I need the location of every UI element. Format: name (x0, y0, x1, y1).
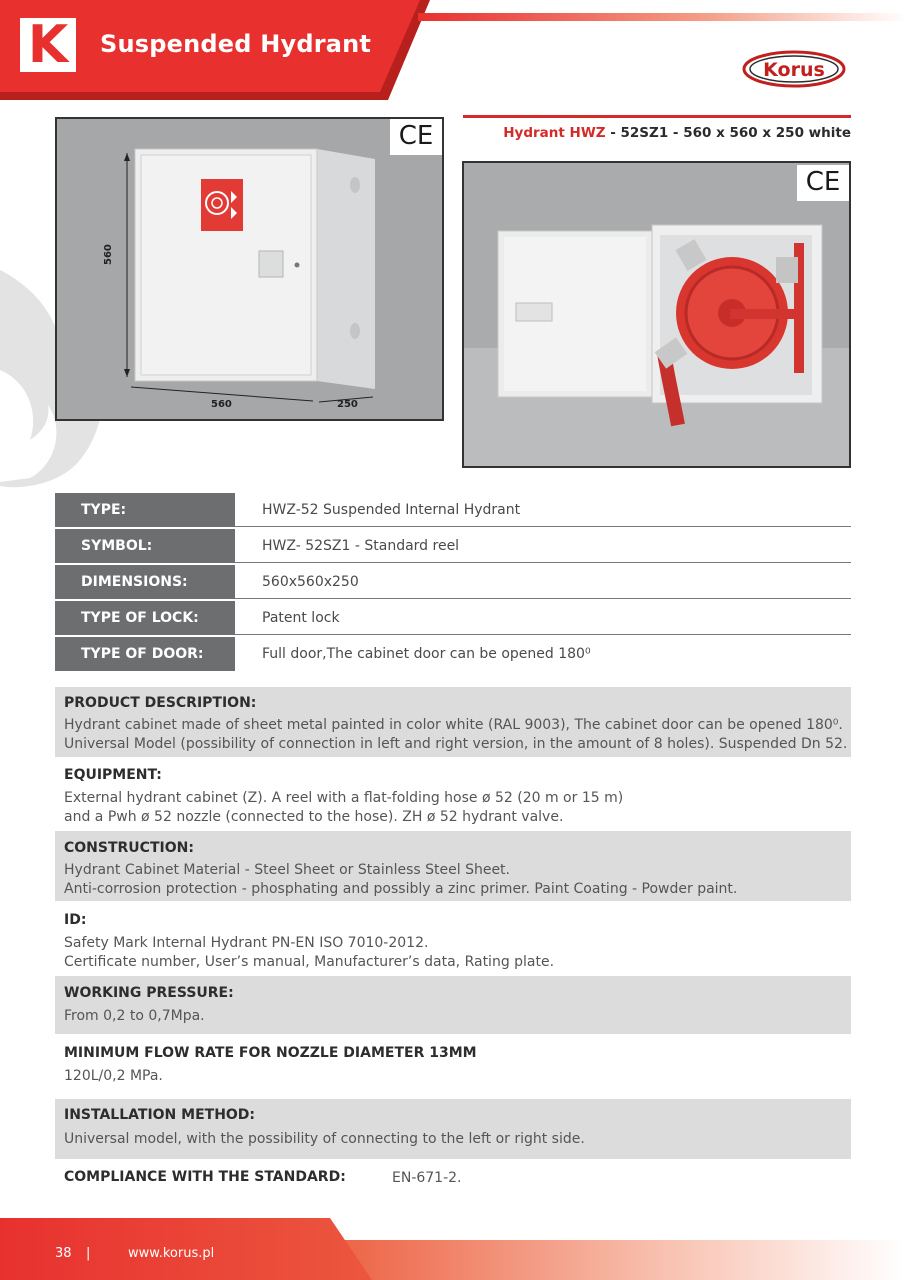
spec-label-lock: TYPE OF LOCK: (55, 601, 235, 635)
dim-depth-label: 250 (337, 399, 358, 410)
spec-value-dimensions: 560x560x250 (262, 574, 359, 590)
korus-logo-text: Korus (763, 59, 825, 81)
spec-label-type: TYPE: (55, 493, 235, 527)
title-rule (463, 115, 851, 118)
product-title-spec: - 52SZ1 - 560 x 560 x 250 white (605, 125, 851, 141)
construction-heading: CONSTRUCTION: (64, 840, 194, 856)
spec-value-lock: Patent lock (262, 610, 340, 626)
description-line: Universal Model (possibility of connection in left and right version, in the amount of 8 holes). Suspended Dn 52. (64, 736, 848, 752)
pressure-heading: WORKING PRESSURE: (64, 985, 234, 1001)
equipment-line: and a Pwh ø 52 nozzle (connected to the hose). ZH ø 52 hydrant valve. (64, 809, 564, 825)
spec-label-dimensions: DIMENSIONS: (55, 565, 235, 599)
spec-value-symbol: HWZ- 52SZ1 - Standard reel (262, 538, 460, 554)
header-accent-strip (418, 13, 906, 21)
korus-logo (742, 50, 846, 88)
spec-value-door: Full door,The cabinet door can be opened 180⁰ (262, 646, 591, 662)
id-heading: ID: (64, 912, 87, 928)
product-title-model: Hydrant HWZ (503, 125, 606, 141)
page-number: 38 (55, 1246, 72, 1261)
spec-label-door: TYPE OF DOOR: (55, 637, 235, 671)
website-link[interactable]: www.korus.pl (128, 1246, 215, 1261)
compliance-heading: COMPLIANCE WITH THE STANDARD: (64, 1169, 346, 1185)
footer-separator: | (86, 1246, 91, 1261)
ce-mark-right: CE (797, 165, 849, 201)
flow-heading: MINIMUM FLOW RATE FOR NOZZLE DIAMETER 13MM (64, 1045, 477, 1061)
installation-line: Universal model, with the possibility of connecting to the left or right side. (64, 1131, 585, 1147)
installation-heading: INSTALLATION METHOD: (64, 1107, 256, 1123)
construction-line: Hydrant Cabinet Material - Steel Sheet or Stainless Steel Sheet. (64, 862, 510, 878)
pressure-line: From 0,2 to 0,7Mpa. (64, 1008, 205, 1024)
cabinet-open-image (462, 161, 851, 468)
brand-logo-icon: K (20, 18, 76, 72)
id-line: Certificate number, User’s manual, Manufacturer’s data, Rating plate. (64, 954, 555, 970)
spec-divider (235, 598, 851, 599)
id-line: Safety Mark Internal Hydrant PN-EN ISO 7010-2012. (64, 935, 429, 951)
cabinet-closed-image (55, 117, 444, 421)
compliance-value: EN-671-2. (392, 1170, 462, 1186)
equipment-heading: EQUIPMENT: (64, 767, 162, 783)
description-heading: PRODUCT DESCRIPTION: (64, 695, 257, 711)
spec-value-type: HWZ-52 Suspended Internal Hydrant (262, 502, 521, 518)
ce-mark-left: CE (390, 119, 442, 155)
page-title: Suspended Hydrant (100, 30, 372, 58)
dim-width-label: 560 (211, 399, 232, 410)
spec-label-symbol: SYMBOL: (55, 529, 235, 563)
spec-divider (235, 526, 851, 527)
spec-divider (235, 562, 851, 563)
dim-height-label: 560 (103, 244, 114, 265)
construction-line: Anti-corrosion protection - phosphating and possibly a zinc primer. Paint Coating - Powder paint. (64, 881, 738, 897)
description-line: Hydrant cabinet made of sheet metal painted in color white (RAL 9003), The cabinet door can be opened 180⁰. (64, 717, 843, 733)
spec-divider (235, 634, 851, 635)
equipment-line: External hydrant cabinet (Z). A reel with a flat-folding hose ø 52 (20 m or 15 m) (64, 790, 624, 806)
flow-line: 120L/0,2 MPa. (64, 1068, 163, 1084)
product-title (463, 125, 851, 141)
